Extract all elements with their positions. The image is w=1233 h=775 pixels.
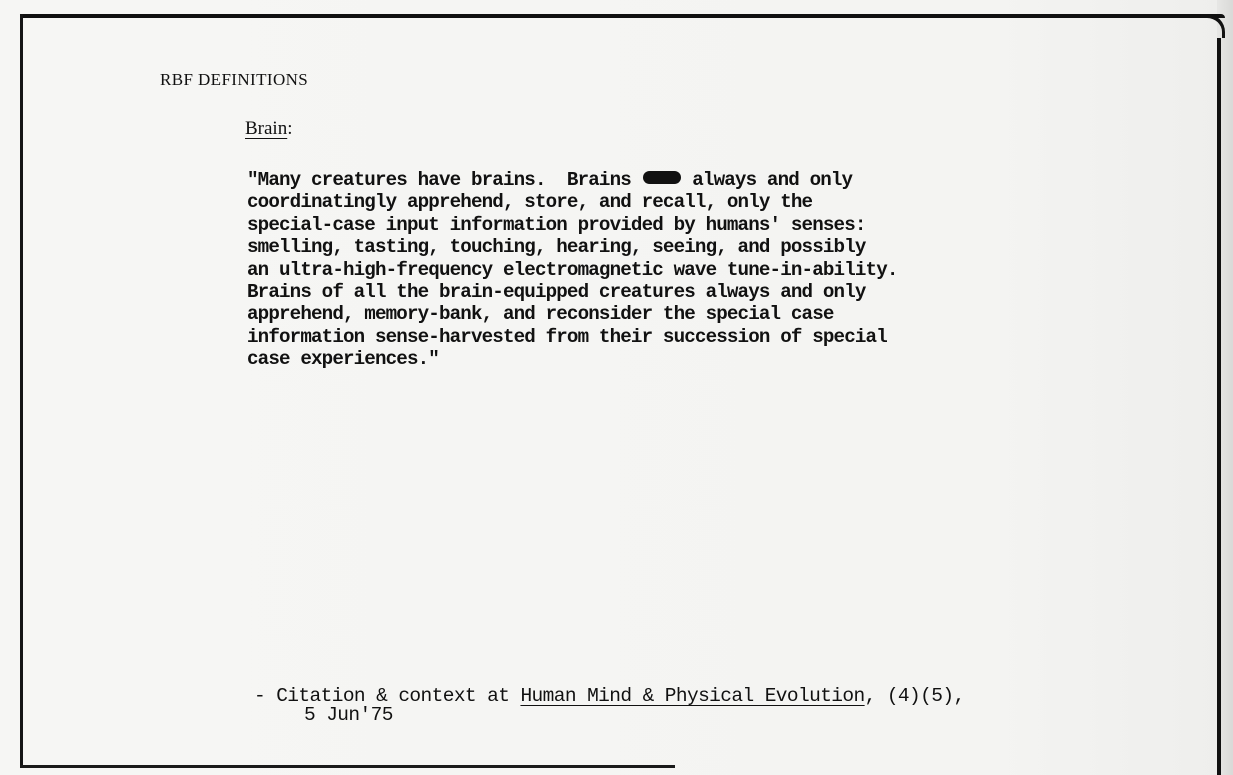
- card-border-left: [20, 14, 23, 766]
- citation: [254, 686, 965, 724]
- definition-line: an ultra-high-frequency electromagnetic wave tune-in-ability.: [247, 258, 898, 281]
- citation-source: Human Mind & Physical Evolution: [520, 685, 865, 707]
- definition-line: Brains of all the brain-equipped creatures always and only: [247, 281, 866, 304]
- redaction-mark: [643, 171, 681, 184]
- definition-line: coordinatingly apprehend, store, and recall, only the: [247, 191, 813, 214]
- card-heading: RBF DEFINITIONS: [160, 70, 309, 89]
- definition-line-1: [247, 169, 1147, 191]
- card-border-right: [1217, 38, 1221, 775]
- card-border-top: [20, 14, 1225, 18]
- definition-line: case experiences.": [247, 348, 439, 371]
- term-word: Brain: [245, 118, 288, 139]
- definition-line-1-start: "Many creatures have brains. Brains: [247, 169, 642, 191]
- card-border-bottom: [20, 765, 675, 768]
- citation-prefix: - Citation & context at: [254, 685, 521, 707]
- definition-line: smelling, tasting, touching, hearing, seeing, and possibly: [247, 236, 866, 259]
- definition-line-1-end: always and only: [681, 169, 853, 191]
- definition-text: [247, 169, 1147, 371]
- definition-line: information sense-harvested from their succession of special: [247, 325, 887, 348]
- term-colon: :: [287, 118, 293, 139]
- definition-line: apprehend, memory-bank, and reconsider the special case: [247, 303, 834, 326]
- definition-line: special-case input information provided by humans' senses:: [247, 213, 866, 236]
- citation-suffix: , (4)(5),: [864, 685, 965, 707]
- citation-date: 5 Jun'75: [304, 704, 393, 726]
- definition-term: [245, 118, 293, 140]
